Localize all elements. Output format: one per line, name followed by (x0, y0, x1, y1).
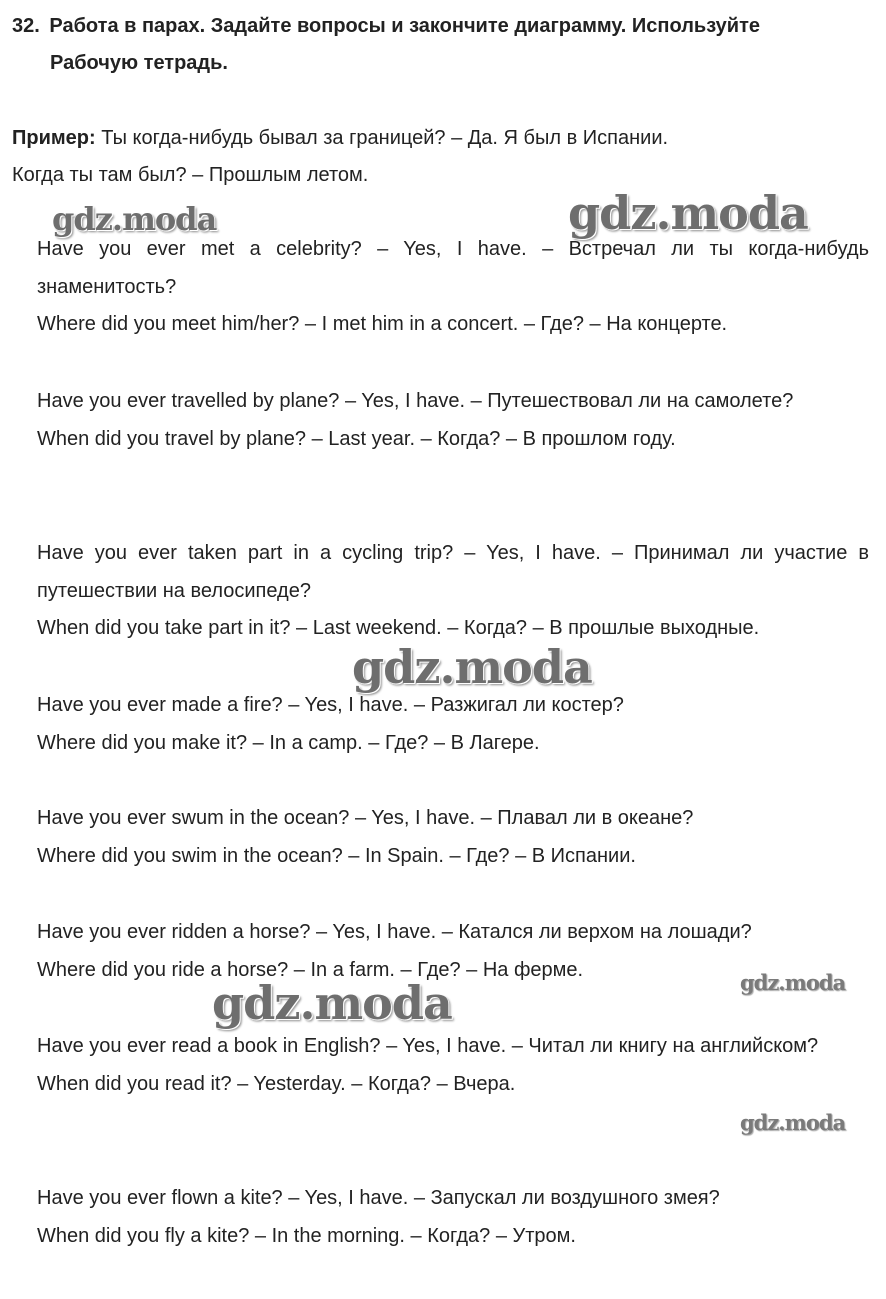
qa-pair (37, 535, 869, 648)
qa-followup: Where did you meet him/her? – I met him in a concert. – Где? – На концерте. (37, 313, 728, 335)
watermark-logo: gdz.moda (352, 640, 592, 694)
example-label: Пример: (12, 127, 96, 149)
watermark-logo: gdz.moda (740, 970, 846, 995)
qa-followup: Where did you swim in the ocean? – In Spain. – Где? – В Испании. (37, 844, 636, 867)
task-number: 32. (12, 15, 40, 37)
qa-question: Have you ever ridden a horse? – Yes, I have. – Катался ли верхом на лошади? (37, 921, 752, 943)
qa-question: Have you ever travelled by plane? – Yes, I have. – Путешествовал ли на самолете? (37, 390, 794, 412)
watermark-logo: gdz.moda (212, 976, 452, 1030)
qa-followup: When did you read it? – Yesterday. – Когда? – Вчера. (37, 1072, 516, 1095)
watermark-logo: gdz.moda (568, 186, 808, 240)
qa-pair (37, 800, 869, 875)
qa-question: Have you ever met a celebrity? – Yes, I have. – Встречал ли ты когда-нибудь знаменитость? (37, 238, 869, 298)
qa-followup: When did you travel by plane? – Last year. – Когда? – В прошлом году. (37, 427, 676, 450)
qa-pair (37, 231, 869, 344)
task-heading (12, 8, 870, 82)
task-instruction-line2: Рабочую тетрадь. (50, 52, 228, 74)
qa-question: Have you ever read a book in English? – Yes, I have. – Читал ли книгу на английском? (37, 1035, 819, 1057)
qa-pair (37, 687, 869, 762)
qa-pair (37, 1028, 869, 1103)
qa-question: Have you ever taken part in a cycling trip? – Yes, I have. – Принимал ли участие в путешествии на велосипеде? (37, 542, 869, 602)
qa-question: Have you ever swum in the ocean? – Yes, I have. – Плавал ли в океане? (37, 807, 694, 829)
task-instruction-line1: Работа в парах. Задайте вопросы и закончите диаграмму. Используйте (49, 15, 760, 37)
qa-followup: Where did you make it? – In a camp. – Где? – В Лагере. (37, 731, 540, 754)
qa-question: Have you ever flown a kite? – Yes, I have. – Запускал ли воздушного змея? (37, 1187, 720, 1209)
example-line2: Когда ты там был? – Прошлым летом. (12, 164, 369, 186)
qa-pair (37, 1180, 869, 1255)
watermark-logo: gdz.moda (740, 1110, 846, 1135)
example-block (12, 120, 872, 194)
qa-followup: Where did you ride a horse? – In a farm. – Где? – На ферме. (37, 958, 584, 981)
qa-followup: When did you take part in it? – Last weekend. – Когда? – В прошлые выходные. (37, 617, 760, 639)
watermark-logo: gdz.moda (52, 200, 217, 238)
qa-pair (37, 383, 869, 458)
qa-question: Have you ever made a fire? – Yes, I have. – Разжигал ли костер? (37, 694, 624, 716)
example-line1: Ты когда-нибудь бывал за границей? – Да. Я был в Испании. (101, 127, 669, 149)
qa-followup: When did you fly a kite? – In the morning. – Когда? – Утром. (37, 1224, 576, 1247)
